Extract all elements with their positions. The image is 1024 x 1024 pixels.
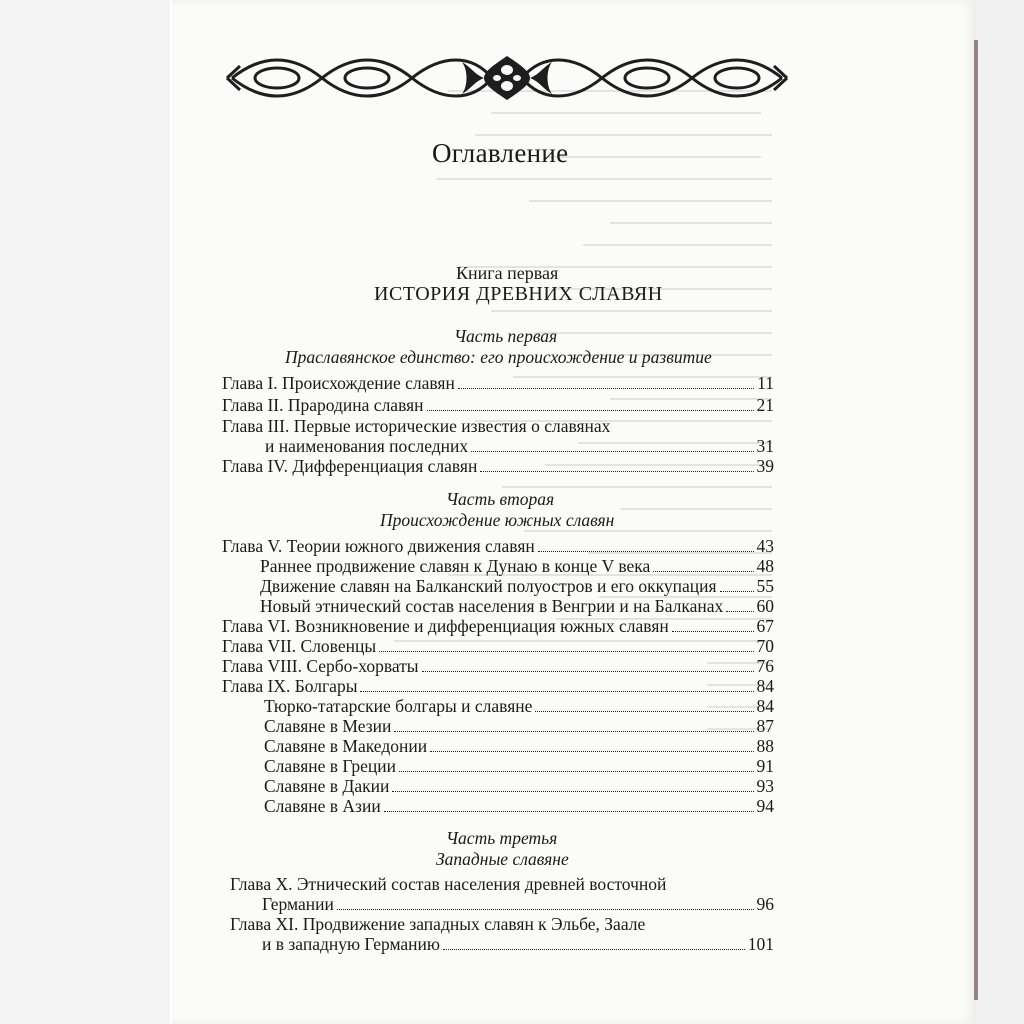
- entry-text: Новый этнический состав населения в Венгрии и на Балканах: [260, 596, 724, 616]
- page-number: 21: [756, 395, 774, 415]
- dot-leader: [672, 630, 754, 632]
- toc-entry[interactable]: [264, 736, 774, 757]
- entry-text: Славяне в Азии: [264, 796, 381, 816]
- toc-entry[interactable]: [260, 556, 774, 577]
- toc-entry[interactable]: [260, 596, 774, 617]
- page-number: 60: [756, 596, 774, 616]
- entry-text: Глава VI. Возникновение и дифференциация южных славян: [222, 616, 669, 636]
- part2-subtitle: Происхождение южных славян: [380, 510, 615, 530]
- entry-text: Раннее продвижение славян к Дунаю в конце V века: [260, 556, 651, 576]
- dot-leader: [422, 670, 754, 672]
- celtic-knot-ornament: [222, 52, 792, 104]
- entry-text: Славяне в Мезии: [264, 716, 392, 736]
- entry-text-continued: и наименования последних: [265, 436, 469, 456]
- part1-subtitle: Праславянское единство: его происхождение и развитие: [285, 347, 712, 367]
- entry-text-continued: Германии: [262, 894, 334, 914]
- entry-text: Славяне в Дакии: [264, 776, 390, 796]
- part1-label: Часть первая: [454, 326, 558, 346]
- page-number: 31: [756, 436, 774, 456]
- toc-entry[interactable]: [264, 716, 774, 737]
- page-number: 55: [756, 576, 774, 596]
- toc-entry[interactable]: [264, 756, 774, 777]
- entry-text: Тюрко-татарские болгары и славяне: [264, 696, 533, 716]
- toc-entry[interactable]: [260, 576, 774, 597]
- entry-text: Глава VII. Словенцы: [222, 636, 377, 656]
- entry-text: Глава VIII. Сербо-хорваты: [222, 656, 419, 676]
- toc-entry[interactable]: [222, 456, 774, 477]
- dot-leader: [458, 387, 754, 389]
- toc-entry[interactable]: [265, 436, 774, 457]
- background-right: [976, 0, 1024, 1024]
- toc-heading: Оглавление: [432, 138, 569, 168]
- entry-text[interactable]: Глава X. Этнический состав населения древней восточной: [230, 874, 667, 894]
- part3-subtitle: Западные славяне: [436, 849, 569, 869]
- dot-leader: [427, 409, 754, 411]
- entry-text: Славяне в Македонии: [264, 736, 428, 756]
- toc-entry[interactable]: [264, 796, 774, 817]
- page-edge: [974, 40, 978, 1000]
- page-number: 48: [756, 556, 774, 576]
- page-number: 101: [747, 934, 774, 954]
- toc-entry[interactable]: [222, 395, 774, 416]
- dot-leader: [392, 790, 753, 792]
- toc-entry[interactable]: [222, 536, 774, 557]
- dot-leader: [480, 470, 753, 472]
- page-number: 11: [757, 373, 774, 393]
- toc-entry[interactable]: [262, 894, 774, 915]
- entry-text: Глава II. Прародина славян: [222, 395, 424, 415]
- page-number: 67: [756, 616, 774, 636]
- entry-text-continued: и в западную Германию: [262, 934, 440, 954]
- entry-text: Глава IX. Болгары: [222, 676, 358, 696]
- toc-entry[interactable]: [262, 934, 774, 955]
- part2-label: Часть вторая: [446, 489, 555, 509]
- page-number: 91: [756, 756, 774, 776]
- entry-text: Глава IV. Дифференциация славян: [222, 456, 478, 476]
- dot-leader: [337, 908, 754, 910]
- entry-text: Славяне в Греции: [264, 756, 397, 776]
- page-number: 84: [756, 676, 774, 696]
- book-label: Книга первая: [456, 263, 559, 283]
- toc-entry[interactable]: [222, 656, 774, 677]
- page-number: 84: [756, 696, 774, 716]
- toc-entry[interactable]: [264, 696, 774, 717]
- book-title: ИСТОРИЯ ДРЕВНИХ СЛАВЯН: [374, 283, 663, 305]
- dot-leader: [720, 590, 754, 592]
- entry-text: Глава V. Теории южного движения славян: [222, 536, 535, 556]
- dot-leader: [379, 650, 753, 652]
- page-number: 43: [756, 536, 774, 556]
- dot-leader: [535, 710, 753, 712]
- dot-leader: [443, 948, 745, 950]
- dot-leader: [360, 690, 753, 692]
- dot-leader: [653, 570, 753, 572]
- page-number: 93: [756, 776, 774, 796]
- toc-entry[interactable]: [222, 636, 774, 657]
- part3-label: Часть третья: [446, 828, 558, 848]
- dot-leader: [394, 730, 753, 732]
- dot-leader: [399, 770, 753, 772]
- dot-leader: [430, 750, 753, 752]
- page-number: 87: [756, 716, 774, 736]
- entry-text[interactable]: Глава III. Первые исторические известия о славянах: [222, 416, 611, 436]
- page-number: 88: [756, 736, 774, 756]
- dot-leader: [384, 810, 754, 812]
- dot-leader: [538, 550, 754, 552]
- background-left: [0, 0, 170, 1024]
- dot-leader: [471, 450, 753, 452]
- entry-text[interactable]: Глава XI. Продвижение западных славян к Эльбе, Заале: [230, 914, 646, 934]
- page-number: 76: [756, 656, 774, 676]
- dot-leader: [726, 610, 753, 612]
- toc-entry[interactable]: [222, 373, 774, 394]
- toc-entry[interactable]: [222, 616, 774, 637]
- page-number: 39: [756, 456, 774, 476]
- page-number: 94: [756, 796, 774, 816]
- entry-text: Движение славян на Балканский полуостров и его оккупация: [260, 576, 717, 596]
- toc-entry[interactable]: [264, 776, 774, 797]
- toc-entry[interactable]: [222, 676, 774, 697]
- entry-text: Глава I. Происхождение славян: [222, 373, 455, 393]
- page-number: 96: [756, 894, 774, 914]
- page-number: 70: [756, 636, 774, 656]
